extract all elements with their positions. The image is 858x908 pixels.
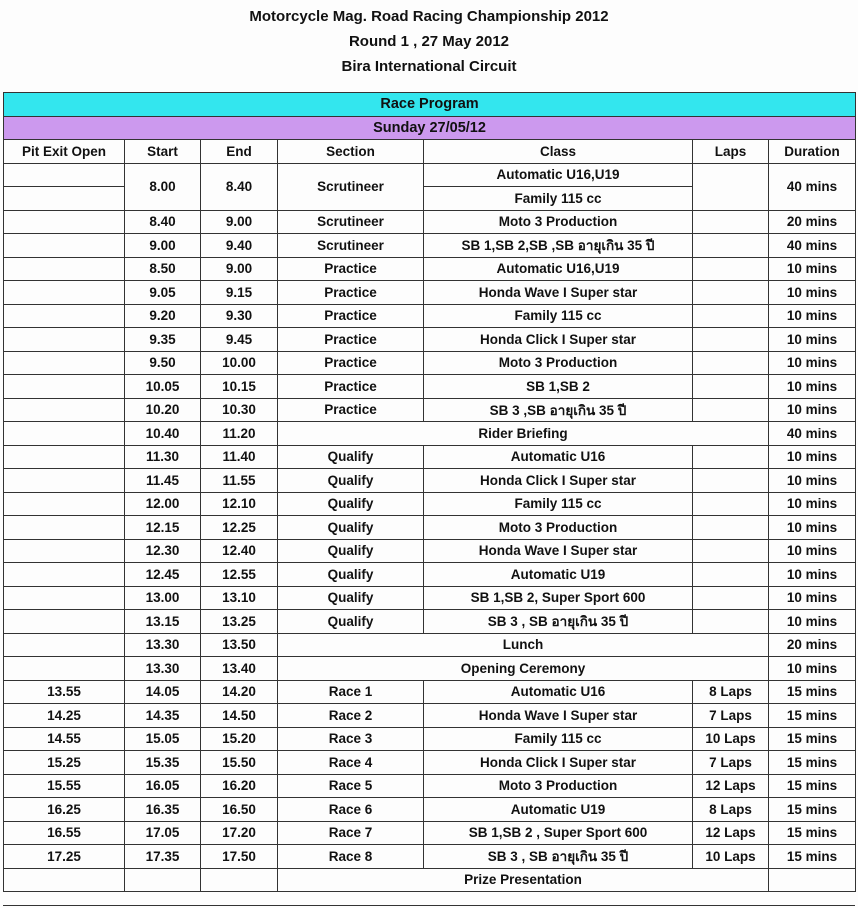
start-cell: 12.30 [125,539,201,563]
end-cell: 12.40 [201,539,278,563]
class-cell: Moto 3 Production [424,516,693,540]
class-cell: Automatic U16 [424,680,693,704]
pit-exit-cell: 13.55 [4,680,125,704]
col-header-start: Start [125,140,201,164]
duration-cell: 20 mins [769,633,856,657]
table-row [4,516,856,540]
class-cell: SB 3 , SB อายุเกิน 35 ปี [424,845,693,869]
laps-cell [693,351,769,375]
col-header-pit-exit: Pit Exit Open [4,140,125,164]
end-cell: 17.50 [201,845,278,869]
section-cell: Practice [278,328,424,352]
section-cell: Qualify [278,492,424,516]
start-cell: 9.50 [125,351,201,375]
table-row [4,281,856,305]
start-cell: 8.40 [125,210,201,234]
end-cell: 13.10 [201,586,278,610]
start-cell: 11.45 [125,469,201,493]
table-row [4,469,856,493]
duration-cell: 15 mins [769,680,856,704]
table-row [4,163,856,187]
pit-exit-cell [4,868,125,892]
duration-cell: 15 mins [769,798,856,822]
end-cell: 11.55 [201,469,278,493]
duration-cell: 20 mins [769,210,856,234]
duration-cell: 15 mins [769,821,856,845]
table-row [4,328,856,352]
laps-cell [693,375,769,399]
table-row [4,657,856,681]
section-cell: Scrutineer [278,163,424,210]
table-row [4,610,856,634]
laps-cell [693,163,769,210]
end-cell: 11.20 [201,422,278,446]
duration-cell: 10 mins [769,563,856,587]
header-title: Motorcycle Mag. Road Racing Championship 2012 [249,8,609,25]
table-row [4,821,856,845]
duration-cell: 10 mins [769,469,856,493]
duration-cell [769,868,856,892]
start-cell: 12.45 [125,563,201,587]
section-cell: Scrutineer [278,210,424,234]
section-cell: Race 1 [278,680,424,704]
start-cell: 9.00 [125,234,201,258]
pit-exit-cell [4,163,125,187]
pit-exit-cell [4,398,125,422]
start-cell: 10.40 [125,422,201,446]
class-cell: Family 115 cc [424,304,693,328]
start-cell: 8.50 [125,257,201,281]
duration-cell: 15 mins [769,727,856,751]
section-cell: Qualify [278,445,424,469]
start-cell: 11.30 [125,445,201,469]
duration-cell: 10 mins [769,492,856,516]
pit-exit-cell [4,281,125,305]
table-row [4,633,856,657]
table-row [4,375,856,399]
pit-exit-cell [4,210,125,234]
start-cell: 13.30 [125,657,201,681]
pit-exit-cell [4,586,125,610]
duration-cell: 10 mins [769,375,856,399]
table-row [4,563,856,587]
start-cell: 13.30 [125,633,201,657]
table-row [4,492,856,516]
start-cell: 9.20 [125,304,201,328]
duration-cell: 10 mins [769,445,856,469]
class-cell: SB 1,SB 2,SB ,SB อายุเกิน 35 ปี [424,234,693,258]
pit-exit-cell [4,351,125,375]
duration-cell: 10 mins [769,539,856,563]
class-cell: SB 1,SB 2 [424,375,693,399]
pit-exit-cell [4,469,125,493]
class-cell: Honda Click I Super star [424,328,693,352]
duration-cell: 10 mins [769,304,856,328]
end-cell: 12.25 [201,516,278,540]
table-row [4,445,856,469]
race-program-table [3,92,856,892]
start-cell: 17.35 [125,845,201,869]
laps-cell [693,257,769,281]
laps-cell [693,234,769,258]
section-cell: Qualify [278,586,424,610]
laps-cell [693,445,769,469]
laps-cell [693,304,769,328]
class-cell: Family 115 cc [424,492,693,516]
start-cell: 17.05 [125,821,201,845]
section-cell: Qualify [278,563,424,587]
laps-cell [693,398,769,422]
class-cell: Automatic U16 [424,445,693,469]
class-cell: Honda Wave I Super star [424,704,693,728]
section-cell: Qualify [278,539,424,563]
table-row [4,727,856,751]
laps-cell: 7 Laps [693,704,769,728]
table-row [4,234,856,258]
laps-cell [693,492,769,516]
end-cell: 9.40 [201,234,278,258]
col-header-section: Section [278,140,424,164]
program-title: Race Program [4,93,856,117]
col-header-end: End [201,140,278,164]
event-cell: Prize Presentation [278,868,769,892]
section-cell: Race 4 [278,751,424,775]
pit-exit-cell [4,328,125,352]
end-cell: 12.55 [201,563,278,587]
laps-cell: 10 Laps [693,727,769,751]
table-row [4,586,856,610]
laps-cell: 7 Laps [693,751,769,775]
table-row [4,257,856,281]
duration-cell: 10 mins [769,610,856,634]
duration-cell: 15 mins [769,704,856,728]
start-cell: 13.00 [125,586,201,610]
end-cell: 10.15 [201,375,278,399]
start-cell: 10.20 [125,398,201,422]
section-cell: Practice [278,375,424,399]
program-day-row [4,116,856,140]
pit-exit-cell: 15.25 [4,751,125,775]
end-cell: 17.20 [201,821,278,845]
section-cell: Scrutineer [278,234,424,258]
laps-cell [693,516,769,540]
section-cell: Qualify [278,610,424,634]
program-title-row [4,93,856,117]
duration-cell: 10 mins [769,257,856,281]
pit-exit-cell: 15.55 [4,774,125,798]
pit-exit-cell: 14.55 [4,727,125,751]
col-header-laps: Laps [693,140,769,164]
class-cell: SB 3 ,SB อายุเกิน 35 ปี [424,398,693,422]
duration-cell: 10 mins [769,328,856,352]
laps-cell [693,328,769,352]
duration-cell: 10 mins [769,586,856,610]
pit-exit-cell [4,234,125,258]
start-cell: 15.05 [125,727,201,751]
table-row [4,304,856,328]
pit-exit-cell: 16.25 [4,798,125,822]
table-row [4,845,856,869]
end-cell: 13.40 [201,657,278,681]
end-cell: 14.20 [201,680,278,704]
end-cell: 16.50 [201,798,278,822]
event-cell: Opening Ceremony [278,657,769,681]
start-cell: 12.15 [125,516,201,540]
laps-cell: 12 Laps [693,774,769,798]
pit-exit-cell [4,539,125,563]
table-row [4,680,856,704]
start-cell: 10.05 [125,375,201,399]
table-row [4,539,856,563]
table-row [4,398,856,422]
class-cell: Automatic U19 [424,563,693,587]
event-cell: Rider Briefing [278,422,769,446]
section-cell: Race 3 [278,727,424,751]
header-round: Round 1 , 27 May 2012 [348,33,510,50]
section-cell: Race 7 [278,821,424,845]
class-cell: Honda Wave I Super star [424,539,693,563]
table-bottom-border [3,905,855,906]
laps-cell: 12 Laps [693,821,769,845]
table-row [4,774,856,798]
laps-cell: 8 Laps [693,680,769,704]
column-header-row [4,140,856,164]
col-header-class: Class [424,140,693,164]
end-cell: 9.30 [201,304,278,328]
end-cell: 9.00 [201,210,278,234]
section-cell: Practice [278,304,424,328]
event-cell: Lunch [278,633,769,657]
table-row [4,868,856,892]
end-cell: 9.45 [201,328,278,352]
pit-exit-cell [4,422,125,446]
end-cell: 9.15 [201,281,278,305]
duration-cell: 40 mins [769,163,856,210]
end-cell: 10.30 [201,398,278,422]
start-cell: 8.00 [125,163,201,210]
class-cell: SB 1,SB 2 , Super Sport 600 [424,821,693,845]
table-row [4,704,856,728]
end-cell: 10.00 [201,351,278,375]
pit-exit-cell: 14.25 [4,704,125,728]
end-cell: 14.50 [201,704,278,728]
start-cell: 9.35 [125,328,201,352]
pit-exit-cell [4,516,125,540]
pit-exit-cell [4,633,125,657]
end-cell: 15.20 [201,727,278,751]
section-cell: Practice [278,398,424,422]
duration-cell: 15 mins [769,774,856,798]
class-cell: Honda Click I Super star [424,751,693,775]
end-cell: 12.10 [201,492,278,516]
class-cell: SB 1,SB 2, Super Sport 600 [424,586,693,610]
class-cell: Automatic U16,U19 [424,163,693,187]
duration-cell: 10 mins [769,398,856,422]
pit-exit-cell [4,445,125,469]
section-cell: Race 5 [278,774,424,798]
end-cell: 8.40 [201,163,278,210]
col-header-duration: Duration [769,140,856,164]
duration-cell: 15 mins [769,845,856,869]
pit-exit-cell [4,187,125,211]
end-cell: 16.20 [201,774,278,798]
table-row [4,422,856,446]
duration-cell: 10 mins [769,516,856,540]
start-cell: 13.15 [125,610,201,634]
pit-exit-cell: 17.25 [4,845,125,869]
laps-cell: 10 Laps [693,845,769,869]
table-row [4,210,856,234]
laps-cell [693,610,769,634]
class-cell: Moto 3 Production [424,351,693,375]
pit-exit-cell [4,610,125,634]
laps-cell [693,539,769,563]
section-cell: Practice [278,351,424,375]
section-cell: Qualify [278,469,424,493]
pit-exit-cell [4,563,125,587]
laps-cell [693,563,769,587]
end-cell [201,868,278,892]
section-cell: Race 8 [278,845,424,869]
class-cell: Honda Wave I Super star [424,281,693,305]
duration-cell: 10 mins [769,351,856,375]
class-cell: SB 3 , SB อายุเกิน 35 ปี [424,610,693,634]
start-cell: 16.35 [125,798,201,822]
start-cell [125,868,201,892]
laps-cell [693,210,769,234]
start-cell: 15.35 [125,751,201,775]
end-cell: 13.25 [201,610,278,634]
table-row [4,751,856,775]
laps-cell [693,469,769,493]
end-cell: 9.00 [201,257,278,281]
end-cell: 15.50 [201,751,278,775]
pit-exit-cell [4,304,125,328]
end-cell: 13.50 [201,633,278,657]
class-cell: Automatic U16,U19 [424,257,693,281]
class-cell: Family 115 cc [424,727,693,751]
pit-exit-cell [4,657,125,681]
section-cell: Race 2 [278,704,424,728]
start-cell: 16.05 [125,774,201,798]
pit-exit-cell: 16.55 [4,821,125,845]
duration-cell: 40 mins [769,234,856,258]
pit-exit-cell [4,375,125,399]
header-venue: Bira International Circuit [341,58,517,75]
table-row [4,351,856,375]
class-cell: Moto 3 Production [424,774,693,798]
duration-cell: 15 mins [769,751,856,775]
class-cell: Family 115 cc [424,187,693,211]
laps-cell [693,586,769,610]
duration-cell: 10 mins [769,281,856,305]
section-cell: Practice [278,281,424,305]
end-cell: 11.40 [201,445,278,469]
class-cell: Automatic U19 [424,798,693,822]
duration-cell: 40 mins [769,422,856,446]
table-row [4,798,856,822]
section-cell: Practice [278,257,424,281]
class-cell: Honda Click I Super star [424,469,693,493]
start-cell: 9.05 [125,281,201,305]
program-day: Sunday 27/05/12 [4,116,856,140]
laps-cell: 8 Laps [693,798,769,822]
start-cell: 14.05 [125,680,201,704]
laps-cell [693,281,769,305]
duration-cell: 10 mins [769,657,856,681]
class-cell: Moto 3 Production [424,210,693,234]
pit-exit-cell [4,257,125,281]
pit-exit-cell [4,492,125,516]
section-cell: Race 6 [278,798,424,822]
start-cell: 14.35 [125,704,201,728]
section-cell: Qualify [278,516,424,540]
document-header [0,4,858,79]
start-cell: 12.00 [125,492,201,516]
